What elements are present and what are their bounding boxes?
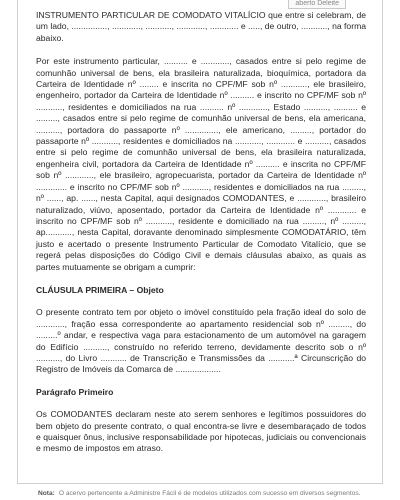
parties-paragraph: Por este instrumento particular, .......... e ............, casados entre si pelo regime de comunhão universal de bens, ela brasileira naturalizada, bioquímica, portadora da Carteira de Identidade nº ........ e inscrita no CPF/MF sob nº ..........., ele brasileiro, engenheiro, portador da Carteira de Identidade nº .......... e inscrito no CPF/MF sob nº ..........., residentes e domiciliados na rua .......... nº ............, Estado .........., .......... e ........., casados entre si pelo regime de comunhão universal de bens, ela americana, .........., portadora do passaporte nº .............., ele americano, ........., portador do passaporte nº ..........., residentes e domiciliados na ..........., ............ e .........., casados entre si pelo regime de comunhão universal de bens, ela brasileira naturalizada, engenheira civil, portadora da Carteira de Identidade nº .......... e inscrita no CPF/MF sob nº ............, ele brasileiro, agropecuarista, portador da Carteira de Identidade nº ............. e inscrito no CPF/MF sob nº ..........., residentes e domiciliados na rua ........., nº ......, ap. ......, nesta Capital, aqui designados COMODANTES, e ............, brasileiro naturalizado, viúvo, aposentado, portador da Carteira de Identidade nº ............ e inscrito no CPF/MF sob nº ..........., residente e domiciliado na rua ........., nº ........., ap..........., nesta Capital, doravante denominado simplesmente COMODATÁRIO, têm justo e acertado o presente Instrumento Particular de Comodato Vitalício, que se regerá pelas disposições do Código Civil e demais cláusulas abaixo, as quais as partes mutuamente se obrigam a cumprir: — [36, 56, 366, 272]
document-body — [36, 10, 366, 455]
footer-note — [38, 490, 360, 498]
clause1-heading: CLÁUSULA PRIMEIRA – Objeto — [36, 284, 164, 295]
document-page — [17, 0, 383, 484]
footer-note-text: O acervo pertencente a Administre Fácil é de modelos utilizados com sucesso em diversos segmentos. — [58, 490, 361, 497]
footer-note-label: Nota: — [38, 490, 55, 497]
paragraph1-text: Os COMODANTES declaram neste ato serem senhores e legítimos possuidores do bem objeto do presente contrato, o qual encontra-se livre e desembaraçado de todos e quaisquer ônus, inclusive responsabilidade por hipotecas, judiciais ou convencionais e mesmo de impostos em atraso. — [36, 409, 366, 454]
top-toolbar-button[interactable]: aberto Deleite — [288, 0, 346, 9]
intro-paragraph: INSTRUMENTO PARTICULAR DE COMODATO VITALÍCIO que entre si celebram, de um lado, ..............., ............, ..........., ............, ............ e ....., de outro, ..........., na forma abaixo. — [36, 10, 367, 43]
clause1-paragraph: O presente contrato tem por objeto o imóvel constituído pela fração ideal do solo de ............, fração essa correspondente ao apartamento residencial sob nº ........., do .........º andar, e respectiva vaga para estacionamento de um automóvel na garagem do Edifício .........., construído no referido terreno, devidamente descrito sob o nº .........., do Livro ........... de Transcrição e Transmissões da ...........ª Circunscrição do Registro de Imóveis da Comarca de ................... — [36, 307, 366, 375]
paragraph1-heading: Parágrafo Primeiro — [36, 386, 114, 397]
